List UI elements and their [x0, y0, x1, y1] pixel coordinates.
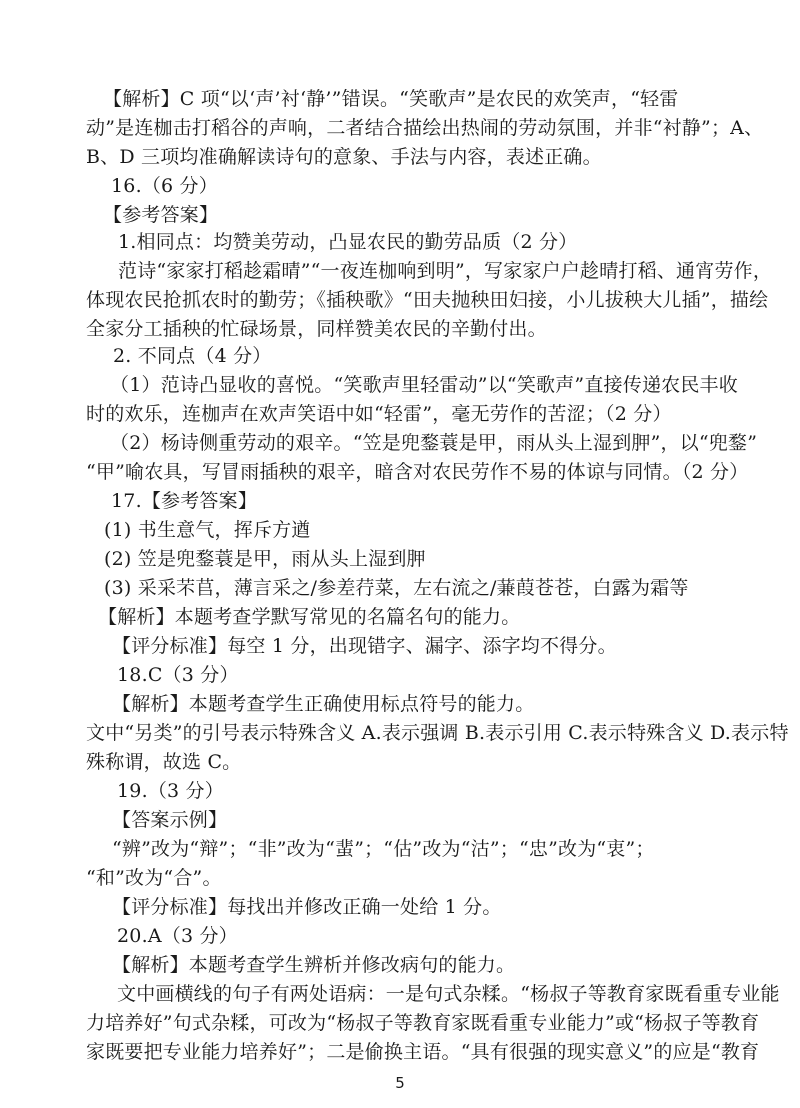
text-line: 19.（3 分） [117, 780, 224, 802]
page-number: 5 [395, 1074, 405, 1092]
text-line: 体现农民抢抓农时的勤劳；《插秧歌》“田夫抛秧田妇接，小儿拔秧大儿插”，描绘 [86, 289, 769, 311]
text-line: 18.C（3 分） [117, 664, 239, 686]
text-line: 文中画横线的句子有两处语病：一是句式杂糅。“杨叔子等教育家既看重专业能 [117, 983, 780, 1005]
text-line: (3) 采采芣苢，薄言采之/参差荇菜，左右流之/蒹葭苍苍，白露为霜等 [104, 577, 689, 599]
text-line: 【解析】本题考查学生辨析并修改病句的能力。 [112, 954, 516, 976]
text-line: “甲”喻农具，写冒雨插秧的艰辛，暗含对农民劳作不易的体谅与同情。（2 分） [86, 461, 749, 483]
text-line: “和”改为“合”。 [86, 867, 222, 889]
text-line: 2. 不同点（4 分） [113, 345, 272, 367]
text-line: 时的欢乐，连枷声在欢声笑语中如“轻雷”，毫无劳作的苦涩；（2 分） [86, 403, 672, 425]
text-line: 1.相同点：均赞美劳动，凸显农民的勤劳品质（2 分） [118, 231, 578, 253]
text-line: 力培养好”句式杂糅，可改为“杨叔子等教育家既看重专业能力”或“杨叔子等教育 [86, 1012, 760, 1034]
text-line: （1）范诗凸显收的喜悦。“笑歌声里轻雷动”以“笑歌声”直接传递农民丰收 [110, 374, 738, 396]
text-line: 17.【参考答案】 [111, 490, 258, 512]
text-line: “辨”改为“辩”；“非”改为“蜚”；“估”改为“沽”；“忠”改为“衷”； [112, 838, 655, 860]
text-line: 【解析】本题考查学默写常见的名篇名句的能力。 [98, 606, 521, 628]
text-line: 范诗“家家打稻趁霜晴”“一夜连枷响到明”，写家家户户趁晴打稻、通宵劳作， [118, 260, 773, 282]
text-line: (2) 笠是兜鍪蓑是甲，雨从头上湿到胛 [104, 548, 426, 570]
text-line: 动”是连枷击打稻谷的声响，二者结合描绘出热闹的劳动氛围，并非“衬静”；A、 [86, 117, 764, 139]
text-line: 文中“另类”的引号表示特殊含义 A.表示强调 B.表示引用 C.表示特殊含义 D.表示特 [86, 722, 789, 744]
text-line: 【评分标准】每空 1 分，出现错字、漏字、添字均不得分。 [112, 635, 617, 657]
text-line: 【解析】C 项“以‘声’衬‘静’”错误。“笑歌声”是农民的欢笑声，“轻雷 [103, 88, 679, 110]
text-line: 20.A（3 分） [117, 925, 238, 947]
text-line: 家既要把专业能力培养好”；二是偷换主语。“具有很强的现实意义”的应是“教育 [86, 1041, 760, 1063]
text-line: 【评分标准】每找出并修改正确一处给 1 分。 [112, 896, 502, 918]
text-line: 16.（6 分） [111, 175, 218, 197]
text-line: 【答案示例】 [112, 809, 228, 831]
text-line: B、D 三项均准确解读诗句的意象、手法与内容，表述正确。 [86, 146, 602, 168]
text-line: 【解析】本题考查学生正确使用标点符号的能力。 [112, 693, 535, 715]
text-line: 殊称谓，故选 C。 [86, 751, 242, 773]
text-line: 全家分工插秧的忙碌场景，同样赞美农民的辛勤付出。 [86, 318, 547, 340]
text-line: 【参考答案】 [103, 204, 219, 226]
text-line: (1) 书生意气，挥斥方遒 [104, 519, 311, 541]
text-line: （2）杨诗侧重劳动的艰辛。“笠是兜鍪蓑是甲，雨从头上湿到胛”，以“兜鍪” [110, 432, 758, 454]
